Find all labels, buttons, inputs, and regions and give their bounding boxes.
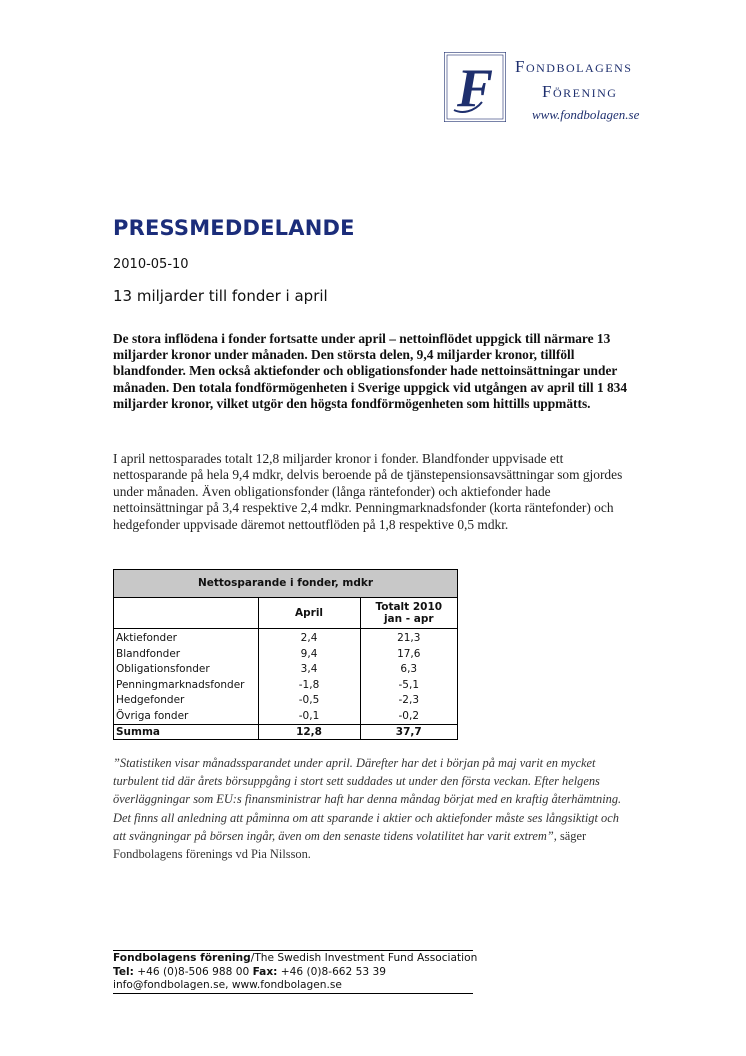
logo-url[interactable]: www.fondbolagen.se xyxy=(532,107,640,122)
quote-paragraph xyxy=(113,754,628,863)
row-label: Penningmarknadsfonder xyxy=(114,678,259,694)
fondbolagen-logo-icon xyxy=(444,52,506,122)
svg-text:F: F xyxy=(456,58,494,118)
row-total: 21,3 xyxy=(360,629,457,647)
footer xyxy=(113,952,477,993)
quote-attribution: säger Fondbolagens förenings vd Pia Nilsson. xyxy=(113,828,587,862)
quote-text: ”Statistiken visar månadssparandet under april. Därefter har det i början på maj varit en mycket turbulent tid där årets börsuppgång i stort sett suddades ut under den första veckan. Efter helgens överläggningar som EU:s finansministrar haft har denna måndag börjat med en kraftig återhämtning. Det finns all anledning att påminna om att sparande i aktier och aktiefonder måste ses långsiktigt och att svängningar på börsen ingår, även om den senaste tidens volatilitet har varit extrem”, xyxy=(113,756,622,843)
row-total: -0,2 xyxy=(360,709,457,725)
header-total-line2: jan - apr xyxy=(383,613,434,625)
table-row xyxy=(114,678,458,694)
footer-tel-label: Tel: xyxy=(113,965,134,978)
body-paragraph: I april nettosparades totalt 12,8 miljarder kronor i fonder. Blandfonder uppvisade ett nettosparande på hela 9,4 mdkr, delvis beroende på de tjänstepensionsavsättningar som gjordes under månaden. Även obligationsfonder (långa räntefonder) och aktiefonder hade nettoinsättningar på 3,4 respektive 2,4 mdkr. Penningmarknadsfonder (korta räntefonder) och hedgefonder uppvisade däremot nettoutflöden på 1,8 respektive 0,5 mdkr. xyxy=(113,451,623,532)
table-row xyxy=(114,709,458,725)
footer-fax: +46 (0)8-662 53 39 xyxy=(277,965,386,978)
lead-paragraph: De stora inflödena i fonder fortsatte under april – nettoinflödet uppgick till närmare 13 miljarder kronor under månaden. Den största delen, 9,4 miljarder kronor, tillföll blandfonder. Men också aktiefonder och obligationsfonder hade nettoinsättningar under månaden. Den totala fondförmögenheten i Sverige uppgick vid utgången av april till 1 834 miljarder kronor, vilket utgör den högsta fondförmögenheten som hittills uppmätts. xyxy=(113,331,628,411)
header-total xyxy=(360,598,457,629)
table-row xyxy=(114,693,458,709)
logo-name-line2: Förening xyxy=(542,82,618,101)
footer-org-desc: /The Swedish Investment Fund Association xyxy=(250,952,478,964)
row-label: Hedgefonder xyxy=(114,693,259,709)
row-april: -0,1 xyxy=(258,709,360,725)
row-total: 6,3 xyxy=(360,662,457,678)
row-label: Aktiefonder xyxy=(114,629,259,647)
row-april: 2,4 xyxy=(258,629,360,647)
row-april: 3,4 xyxy=(258,662,360,678)
row-april: -1,8 xyxy=(258,678,360,694)
row-label: Blandfonder xyxy=(114,647,259,663)
table-row xyxy=(114,629,458,647)
row-april: -0,5 xyxy=(258,693,360,709)
table-header-row xyxy=(114,598,458,629)
footer-tel: +46 (0)8-506 988 00 xyxy=(133,965,253,978)
footer-contact-line[interactable]: info@fondbolagen.se, www.fondbolagen.se xyxy=(113,979,342,991)
press-headline: 13 miljarder till fonder i april xyxy=(113,287,328,305)
document-title: PRESSMEDDELANDE xyxy=(113,216,355,240)
table-row xyxy=(114,647,458,663)
sum-total: 37,7 xyxy=(360,725,457,740)
sum-april: 12,8 xyxy=(258,725,360,740)
header-empty xyxy=(114,598,259,629)
row-total: -2,3 xyxy=(360,693,457,709)
footer-org-line xyxy=(113,952,477,966)
footer-org-name: Fondbolagens förening xyxy=(113,952,251,964)
footer-divider-top xyxy=(113,950,473,951)
row-total: -5,1 xyxy=(360,678,457,694)
footer-divider-bottom xyxy=(113,993,473,994)
press-date: 2010-05-10 xyxy=(113,257,189,272)
footer-fax-label: Fax: xyxy=(252,965,278,978)
table-row xyxy=(114,662,458,678)
sum-label: Summa xyxy=(114,725,259,740)
row-label: Övriga fonder xyxy=(114,709,259,725)
row-april: 9,4 xyxy=(258,647,360,663)
footer-phone-line xyxy=(113,966,477,980)
logo-name-line1: Fondbolagens xyxy=(515,57,633,76)
header-total-line1: Totalt 2010 xyxy=(375,601,443,613)
table-title-row xyxy=(114,570,458,598)
table-title: Nettosparande i fonder, mdkr xyxy=(114,570,458,598)
table-sum-row xyxy=(114,725,458,740)
savings-table xyxy=(113,569,458,740)
row-total: 17,6 xyxy=(360,647,457,663)
row-label: Obligationsfonder xyxy=(114,662,259,678)
header-april: April xyxy=(258,598,360,629)
